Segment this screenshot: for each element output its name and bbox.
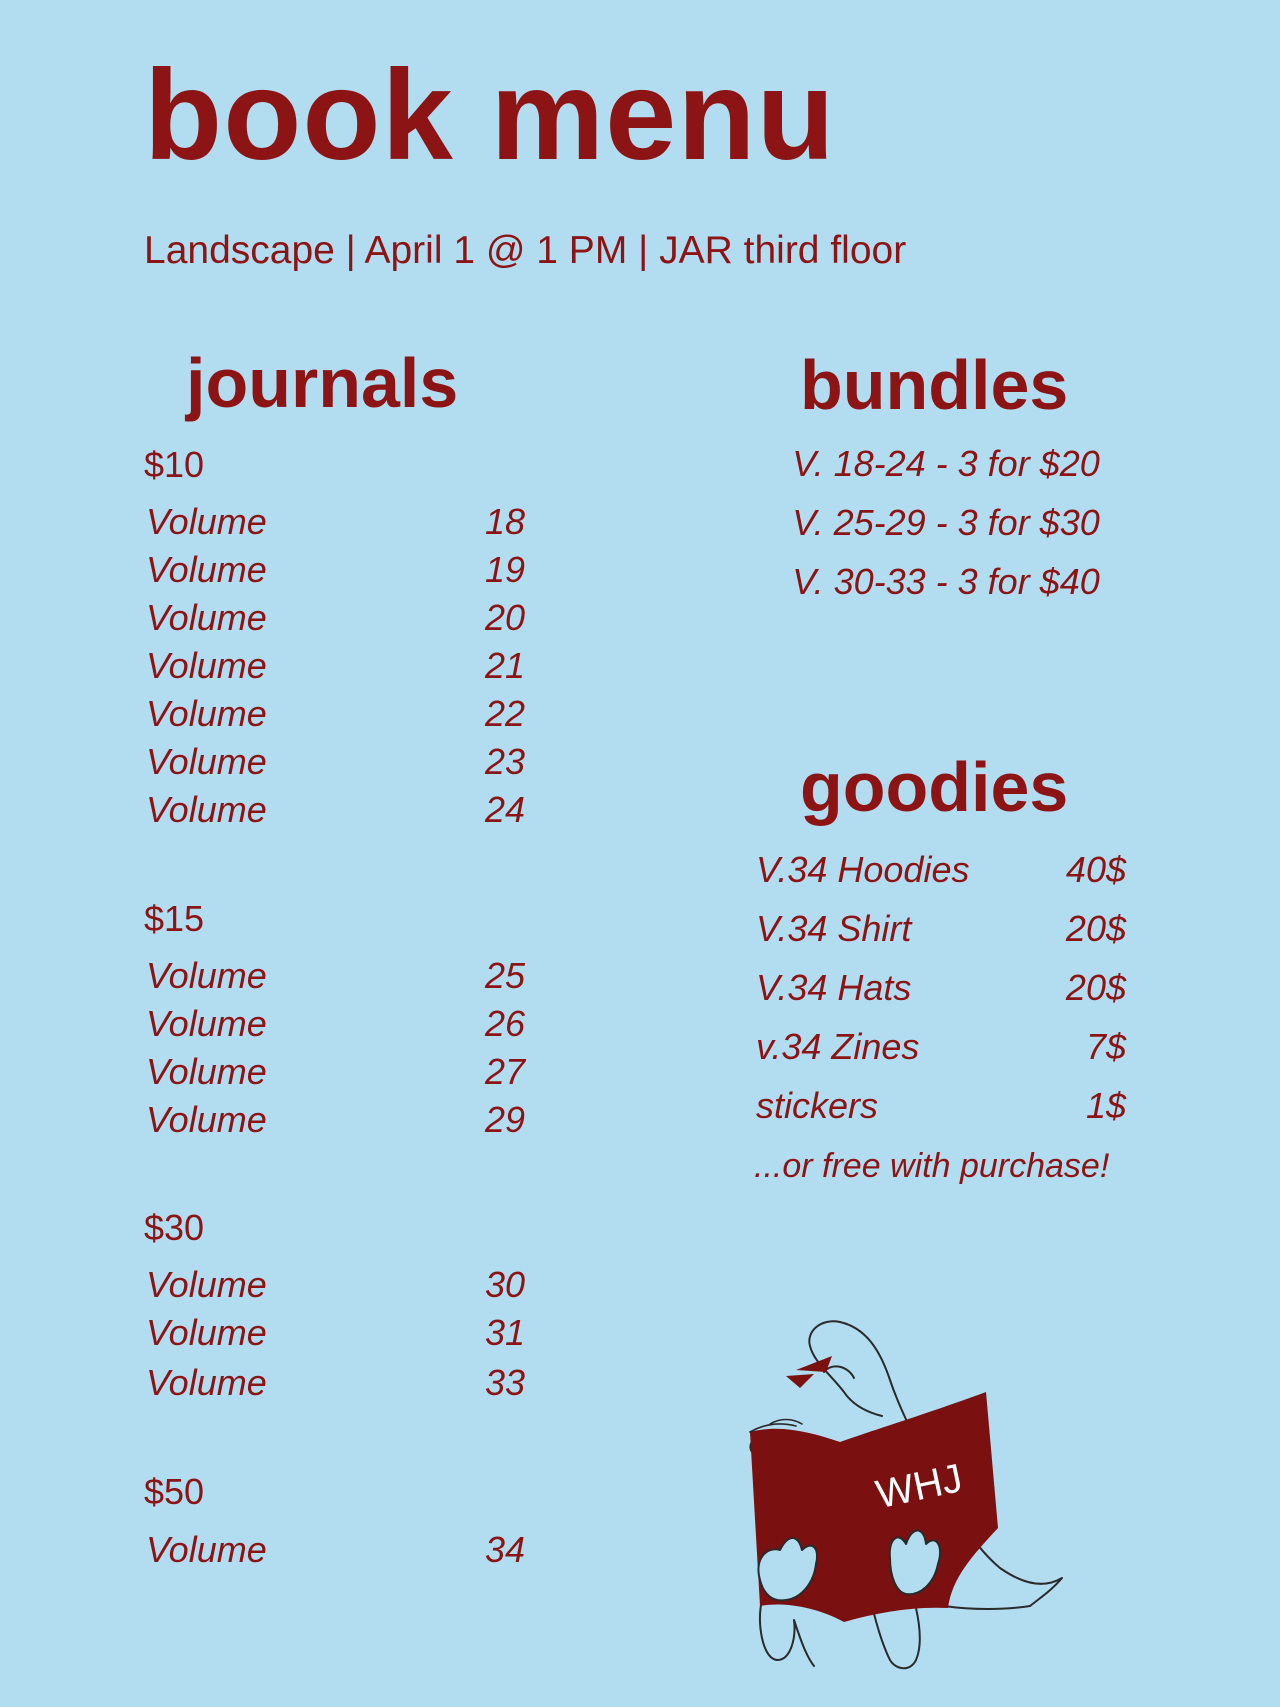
goodie-item-name: V.34 Shirt: [756, 908, 912, 949]
volume-label: Volume: [146, 1051, 267, 1092]
volume-label: Volume: [146, 1312, 267, 1353]
price-heading-50: $50: [144, 1471, 205, 1512]
bird-reading-book-icon: [740, 1320, 1140, 1680]
volume-number: 26: [484, 1003, 525, 1044]
price-heading-15: $15: [144, 898, 205, 939]
event-details: Landscape | April 1 @ 1 PM | JAR third floor: [144, 229, 907, 272]
volume-label: Volume: [146, 549, 267, 590]
goodie-item-price: 1$: [1085, 1085, 1126, 1126]
goodie-item-price: 7$: [1085, 1026, 1126, 1067]
price-heading-10: $10: [144, 444, 205, 485]
volume-label: Volume: [146, 693, 267, 734]
volume-number: 34: [484, 1529, 525, 1570]
goodie-item-price: 40$: [1065, 849, 1126, 890]
goodies-heading: goodies: [800, 748, 1069, 826]
volume-number: 24: [484, 789, 525, 830]
volume-number: 30: [484, 1264, 525, 1305]
volume-number: 31: [484, 1312, 525, 1353]
volume-number: 18: [484, 501, 525, 542]
volume-label: Volume: [146, 1099, 267, 1140]
bundle-offer: V. 30-33 - 3 for $40: [792, 561, 1100, 602]
volume-label: Volume: [146, 955, 267, 996]
page-title: book menu: [144, 44, 836, 187]
goodie-item-name: V.34 Hoodies: [756, 849, 970, 890]
bundle-offer: V. 25-29 - 3 for $30: [792, 502, 1100, 543]
bundle-offer: V. 18-24 - 3 for $20: [792, 443, 1100, 484]
book-cover-text: WHJ: [872, 1456, 967, 1518]
volume-label: Volume: [146, 645, 267, 686]
journals-heading: journals: [186, 344, 459, 422]
volume-label: Volume: [146, 1264, 267, 1305]
volume-label: Volume: [146, 789, 267, 830]
volume-number: 21: [484, 645, 525, 686]
goodie-item-price: 20$: [1065, 967, 1126, 1008]
volume-number: 29: [484, 1099, 525, 1140]
bundles-heading: bundles: [800, 346, 1069, 424]
volume-number: 23: [484, 741, 525, 782]
volume-number: 20: [484, 597, 525, 638]
volume-label: Volume: [146, 1529, 267, 1570]
volume-number: 22: [484, 693, 525, 734]
volume-number: 33: [484, 1362, 525, 1403]
goodies-note: ...or free with purchase!: [754, 1147, 1110, 1185]
volume-number: 25: [484, 955, 525, 996]
price-heading-30: $30: [144, 1207, 205, 1248]
volume-number: 19: [484, 549, 525, 590]
goodie-item-name: stickers: [756, 1085, 879, 1126]
goodie-item-name: v.34 Zines: [756, 1026, 920, 1067]
volume-number: 27: [484, 1051, 525, 1092]
volume-label: Volume: [146, 1362, 267, 1403]
volume-label: Volume: [146, 597, 267, 638]
volume-label: Volume: [146, 1003, 267, 1044]
volume-label: Volume: [146, 741, 267, 782]
goodie-item-name: V.34 Hats: [756, 967, 912, 1008]
volume-label: Volume: [146, 501, 267, 542]
goodie-item-price: 20$: [1065, 908, 1126, 949]
